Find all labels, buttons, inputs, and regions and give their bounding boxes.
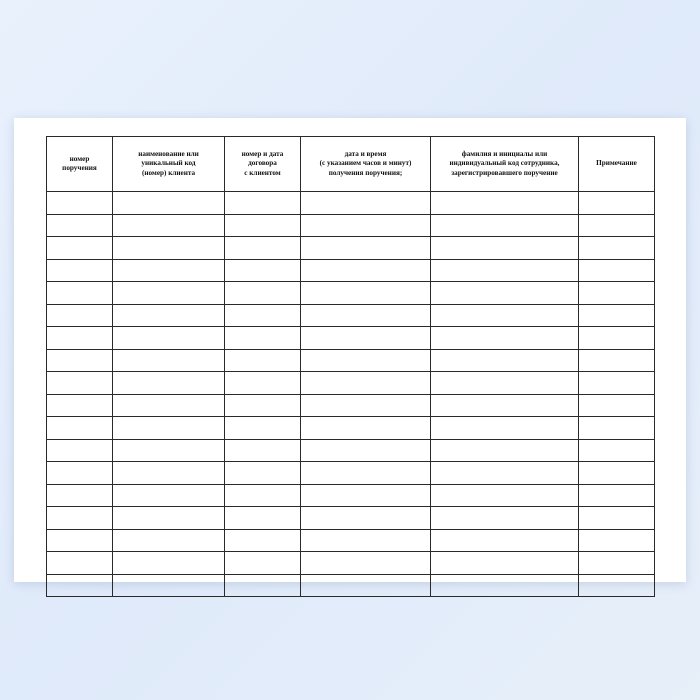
- header-line: (с указанием часов и минут): [319, 159, 412, 168]
- table-cell[interactable]: [431, 282, 579, 305]
- column-header-client-name: [113, 137, 225, 192]
- table-cell[interactable]: [47, 192, 113, 215]
- table-cell[interactable]: [113, 192, 225, 215]
- table-cell[interactable]: [431, 349, 579, 372]
- table-body: [47, 192, 655, 597]
- table-cell[interactable]: [431, 552, 579, 575]
- table-cell[interactable]: [579, 417, 655, 440]
- table-row: [47, 439, 655, 462]
- table-cell[interactable]: [225, 259, 301, 282]
- table-cell[interactable]: [431, 484, 579, 507]
- table-cell[interactable]: [225, 282, 301, 305]
- table-cell[interactable]: [301, 439, 431, 462]
- table-cell[interactable]: [47, 259, 113, 282]
- table-cell[interactable]: [113, 394, 225, 417]
- table-cell[interactable]: [431, 462, 579, 485]
- table-cell[interactable]: [47, 237, 113, 260]
- table-row: [47, 192, 655, 215]
- table-cell[interactable]: [431, 372, 579, 395]
- header-line: фамилия и инициалы или: [461, 150, 548, 159]
- table-row: [47, 462, 655, 485]
- table-cell[interactable]: [225, 462, 301, 485]
- header-line: уникальный код: [141, 159, 196, 168]
- table-cell[interactable]: [47, 462, 113, 485]
- table-row: [47, 394, 655, 417]
- table-cell[interactable]: [225, 349, 301, 372]
- table-cell[interactable]: [301, 462, 431, 485]
- table-cell[interactable]: [579, 282, 655, 305]
- table-cell[interactable]: [431, 259, 579, 282]
- table-cell[interactable]: [225, 237, 301, 260]
- table-cell[interactable]: [225, 372, 301, 395]
- table-cell[interactable]: [579, 507, 655, 530]
- table-cell[interactable]: [47, 304, 113, 327]
- table-cell[interactable]: [47, 349, 113, 372]
- table-cell[interactable]: [301, 574, 431, 597]
- header-line: получения поручения;: [328, 168, 403, 177]
- table-cell[interactable]: [431, 417, 579, 440]
- header-line: договора: [248, 159, 277, 168]
- header-line: Примечание: [596, 159, 637, 168]
- table-cell[interactable]: [113, 417, 225, 440]
- register-table-container: [46, 136, 654, 597]
- table-row: [47, 214, 655, 237]
- table-cell[interactable]: [431, 237, 579, 260]
- table-row: [47, 552, 655, 575]
- register-table: [46, 136, 655, 597]
- table-cell[interactable]: [47, 417, 113, 440]
- table-cell[interactable]: [431, 327, 579, 350]
- table-cell[interactable]: [113, 462, 225, 485]
- table-cell[interactable]: [47, 507, 113, 530]
- table-cell[interactable]: [47, 214, 113, 237]
- table-cell[interactable]: [301, 507, 431, 530]
- table-cell[interactable]: [579, 462, 655, 485]
- header-line: дата и время: [344, 150, 387, 159]
- table-cell[interactable]: [225, 529, 301, 552]
- table-cell[interactable]: [301, 192, 431, 215]
- table-cell[interactable]: [47, 439, 113, 462]
- column-header-order-number: [47, 137, 113, 192]
- table-cell[interactable]: [301, 484, 431, 507]
- header-line: поручения: [62, 164, 97, 172]
- table-row: [47, 282, 655, 305]
- table-cell[interactable]: [113, 282, 225, 305]
- header-line: зарегистрировавшего поручение: [451, 168, 558, 177]
- table-cell[interactable]: [301, 417, 431, 440]
- table-row: [47, 372, 655, 395]
- table-row: [47, 327, 655, 350]
- header-line: наименование или: [138, 150, 199, 159]
- table-cell[interactable]: [113, 304, 225, 327]
- table-cell[interactable]: [431, 394, 579, 417]
- table-cell[interactable]: [431, 304, 579, 327]
- table-cell[interactable]: [301, 304, 431, 327]
- column-header-employee: [431, 137, 579, 192]
- table-cell[interactable]: [113, 259, 225, 282]
- table-row: [47, 349, 655, 372]
- table-cell[interactable]: [431, 507, 579, 530]
- table-cell[interactable]: [47, 282, 113, 305]
- table-cell[interactable]: [579, 259, 655, 282]
- header-line: номер и дата: [241, 150, 284, 159]
- document-paper: [14, 118, 686, 582]
- table-cell[interactable]: [113, 372, 225, 395]
- table-cell[interactable]: [47, 327, 113, 350]
- table-cell[interactable]: [225, 439, 301, 462]
- table-cell[interactable]: [579, 327, 655, 350]
- table-header-row: [47, 137, 655, 192]
- table-cell[interactable]: [301, 327, 431, 350]
- table-cell[interactable]: [579, 439, 655, 462]
- header-line: индивидуальный код сотрудника,: [449, 159, 560, 168]
- table-cell[interactable]: [301, 349, 431, 372]
- table-cell[interactable]: [301, 372, 431, 395]
- header-line: номер: [69, 154, 90, 163]
- table-cell[interactable]: [47, 574, 113, 597]
- header-line: (номер) клиента: [141, 168, 196, 177]
- table-row: [47, 574, 655, 597]
- table-cell[interactable]: [47, 372, 113, 395]
- table-cell[interactable]: [579, 192, 655, 215]
- table-row: [47, 259, 655, 282]
- table-row: [47, 507, 655, 530]
- table-cell[interactable]: [225, 574, 301, 597]
- table-cell[interactable]: [579, 214, 655, 237]
- table-cell[interactable]: [301, 259, 431, 282]
- table-cell[interactable]: [113, 214, 225, 237]
- table-cell[interactable]: [579, 304, 655, 327]
- table-cell[interactable]: [113, 552, 225, 575]
- table-cell[interactable]: [579, 484, 655, 507]
- column-header-datetime: [301, 137, 431, 192]
- table-header: [47, 137, 655, 192]
- table-cell[interactable]: [301, 529, 431, 552]
- table-cell[interactable]: [225, 484, 301, 507]
- table-cell[interactable]: [225, 192, 301, 215]
- table-cell[interactable]: [113, 327, 225, 350]
- table-cell[interactable]: [431, 192, 579, 215]
- table-row: [47, 484, 655, 507]
- table-cell[interactable]: [301, 394, 431, 417]
- table-cell[interactable]: [431, 214, 579, 237]
- table-cell[interactable]: [579, 372, 655, 395]
- table-cell[interactable]: [225, 304, 301, 327]
- table-row: [47, 237, 655, 260]
- table-cell[interactable]: [579, 237, 655, 260]
- table-cell[interactable]: [579, 574, 655, 597]
- table-cell[interactable]: [47, 394, 113, 417]
- table-cell[interactable]: [431, 439, 579, 462]
- table-cell[interactable]: [225, 394, 301, 417]
- table-cell[interactable]: [301, 282, 431, 305]
- table-cell[interactable]: [225, 507, 301, 530]
- table-cell[interactable]: [113, 529, 225, 552]
- table-cell[interactable]: [301, 237, 431, 260]
- table-cell[interactable]: [579, 394, 655, 417]
- table-row: [47, 529, 655, 552]
- table-cell[interactable]: [113, 484, 225, 507]
- table-row: [47, 304, 655, 327]
- table-cell[interactable]: [225, 552, 301, 575]
- table-cell[interactable]: [113, 507, 225, 530]
- table-cell[interactable]: [579, 349, 655, 372]
- table-cell[interactable]: [225, 327, 301, 350]
- column-header-contract: [225, 137, 301, 192]
- table-cell[interactable]: [431, 574, 579, 597]
- header-line: с клиентом: [244, 168, 281, 177]
- table-cell[interactable]: [579, 552, 655, 575]
- table-cell[interactable]: [47, 529, 113, 552]
- table-cell[interactable]: [113, 574, 225, 597]
- table-cell[interactable]: [579, 529, 655, 552]
- table-cell[interactable]: [225, 214, 301, 237]
- table-cell[interactable]: [225, 417, 301, 440]
- table-cell[interactable]: [431, 529, 579, 552]
- table-cell[interactable]: [113, 439, 225, 462]
- table-cell[interactable]: [301, 552, 431, 575]
- table-cell[interactable]: [47, 552, 113, 575]
- table-cell[interactable]: [47, 484, 113, 507]
- table-cell[interactable]: [301, 214, 431, 237]
- column-header-note: [579, 137, 655, 192]
- table-cell[interactable]: [113, 237, 225, 260]
- table-cell[interactable]: [113, 349, 225, 372]
- table-row: [47, 417, 655, 440]
